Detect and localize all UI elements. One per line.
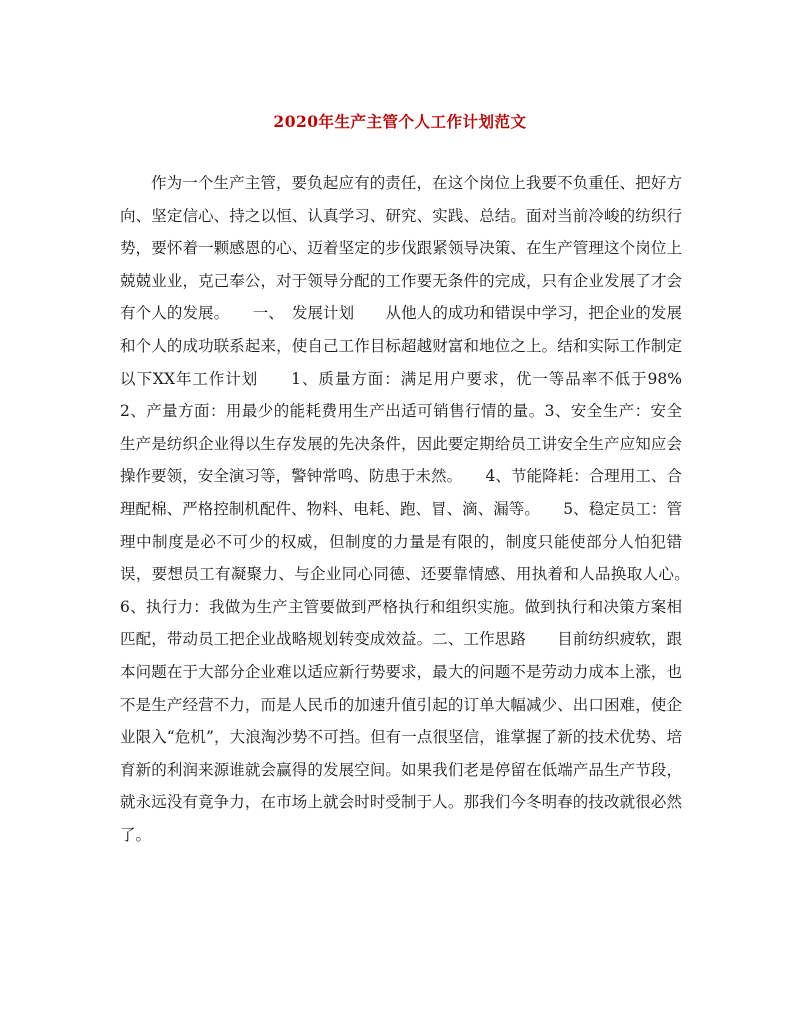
body-paragraph: 作为一个生产主管，要负起应有的责任，在这个岗位上我要不负重任、把好方向、坚定信心、持之以恒、认真学习、研究、实践、总结。面对当前冷峻的纺织行势，要怀着一颗感恩的心、迈着坚定的步伐跟紧领导决策、在生产管理这个岗位上兢兢业业，克己奉公，对于领导分配的工作要无条件的完成，只有企业发展了才会有个人的发展。 一、 发展计划 从他人的成功和错误中学习，把企业的发展和个人的成功联系起来，使自己工作目标超越财富和地位之上。结和实际工作制定以下XX年工作计划 1、质量方面：满足用户要求，优一等品率不低于98% 2、产量方面：用最少的能耗费用生产出适可销售行情的量。3、安全生产：安全生产是纺织企业得以生存发展的先决条件，因此要定期给员工讲安全生产应知应会操作要领，安全演习等，警钟常鸣、防患于未然。 4、节能降耗：合理用工、合理配棉、严格控制机配件、物料、电耗、跑、冒、滴、漏等。 5、稳定员工：管理中制度是必不可少的权威，但制度的力量是有限的，制度只能使部分人怕犯错误，要想员工有凝聚力、与企业同心同德、还要靠情感、用执着和人品换取人心。 6、执行力：我做为生产主管要做到严格执行和组织实施。做到执行和决策方案相匹配，带动员工把企业战略规划转变成效益。二、工作思路 目前纺织疲软，跟本问题在于大部分企业难以适应新行势要求，最大的问题不是劳动力成本上涨，也不是生产经营不力，而是人民币的加速升值引起的订单大幅减少、出口困难，使企业限入“危机”，大浪淘沙势不可挡。但有一点很坚信，谁掌握了新的技术优势、培育新的利润来源谁就会赢得的发展空间。如果我们老是停留在低端产品生产节段，就永远没有竟争力，在市场上就会时时受制于人。那我们今冬明春的技改就很必然了。 bbox=[120, 174, 714, 844]
document-title: 2020年生产主管个人工作计划范文 bbox=[273, 112, 527, 131]
document-body bbox=[120, 167, 714, 851]
